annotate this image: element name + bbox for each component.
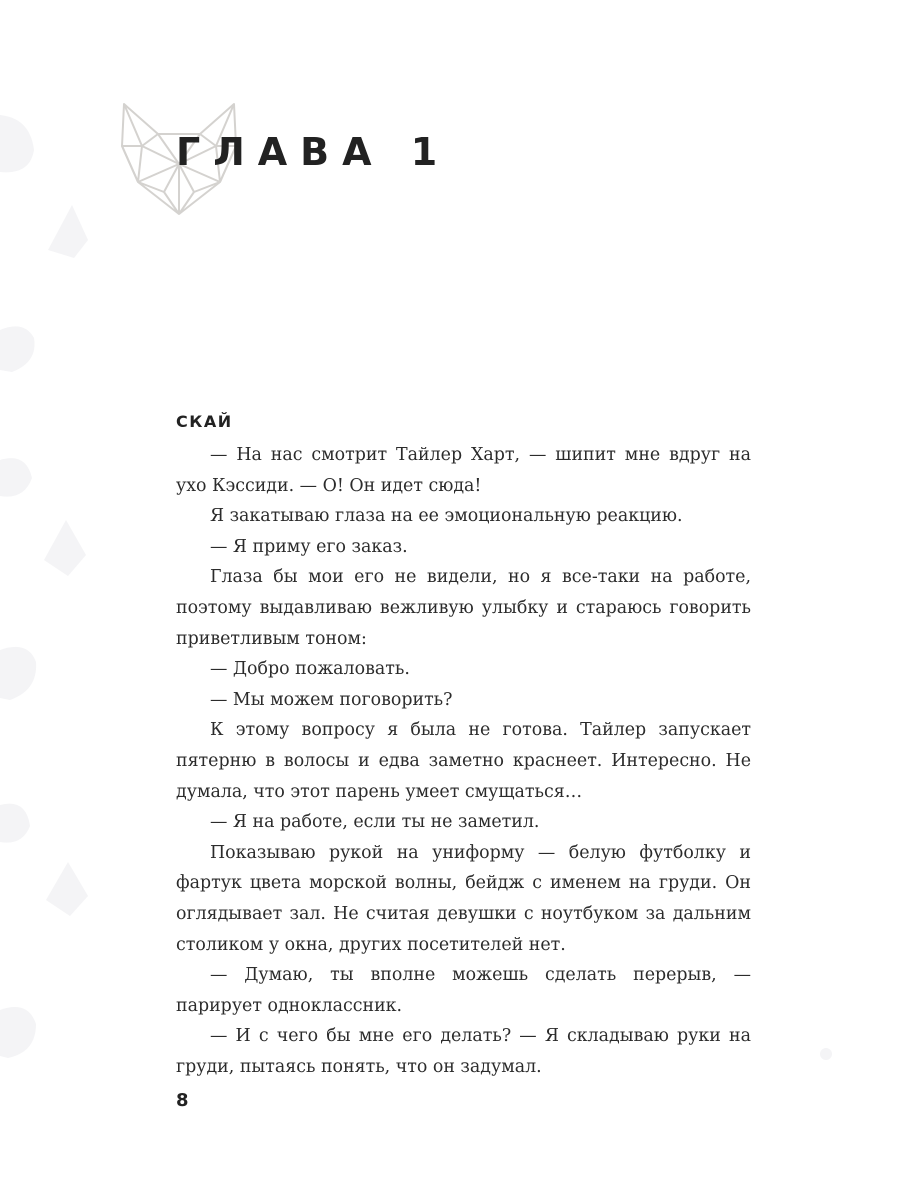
paragraph: Показываю рукой на униформу — белую футболку и фартук цвета морской волны, бейдж с именем на груди. Он оглядывает зал. Не считая девушки с ноутбуком за дальним столиком у окна, других посетителей нет. (176, 842, 751, 955)
paragraph: Глаза бы мои его не видели, но я все-таки на работе, поэтому выдавливаю вежливую улыбку и стараюсь говорить приветливым тоном: (176, 567, 751, 649)
paragraph: — Я приму его заказ. (210, 536, 408, 557)
page-number: 8 (176, 1090, 189, 1111)
chapter-body (176, 404, 751, 1082)
paragraph: К этому вопросу я была не готова. Тайлер запускает пятерню в волосы и едва заметно краснеет. Интересно. Не думала, что этот парень умеет смущаться… (176, 720, 751, 802)
chapter-title: ГЛАВА 1 (176, 130, 451, 174)
pov-label: СКАЙ (176, 412, 233, 431)
paragraph: — Добро пожаловать. (210, 659, 410, 680)
paragraph: — Мы можем поговорить? (210, 689, 453, 710)
paragraph: Я закатываю глаза на ее эмоциональную реакцию. (210, 506, 683, 527)
paragraph: — Я на работе, если ты не заметил. (210, 812, 540, 833)
paragraph: — На нас смотрит Тайлер Харт, — шипит мне вдруг на ухо Кэссиди. — О! Он идет сюда! (176, 445, 751, 496)
paragraph: — И с чего бы мне его делать? — Я складываю руки на груди, пытаясь понять, что он задумал. (176, 1026, 751, 1077)
paragraph: — Думаю, ты вполне можешь сделать перерыв, — парирует одноклассник. (176, 965, 751, 1016)
